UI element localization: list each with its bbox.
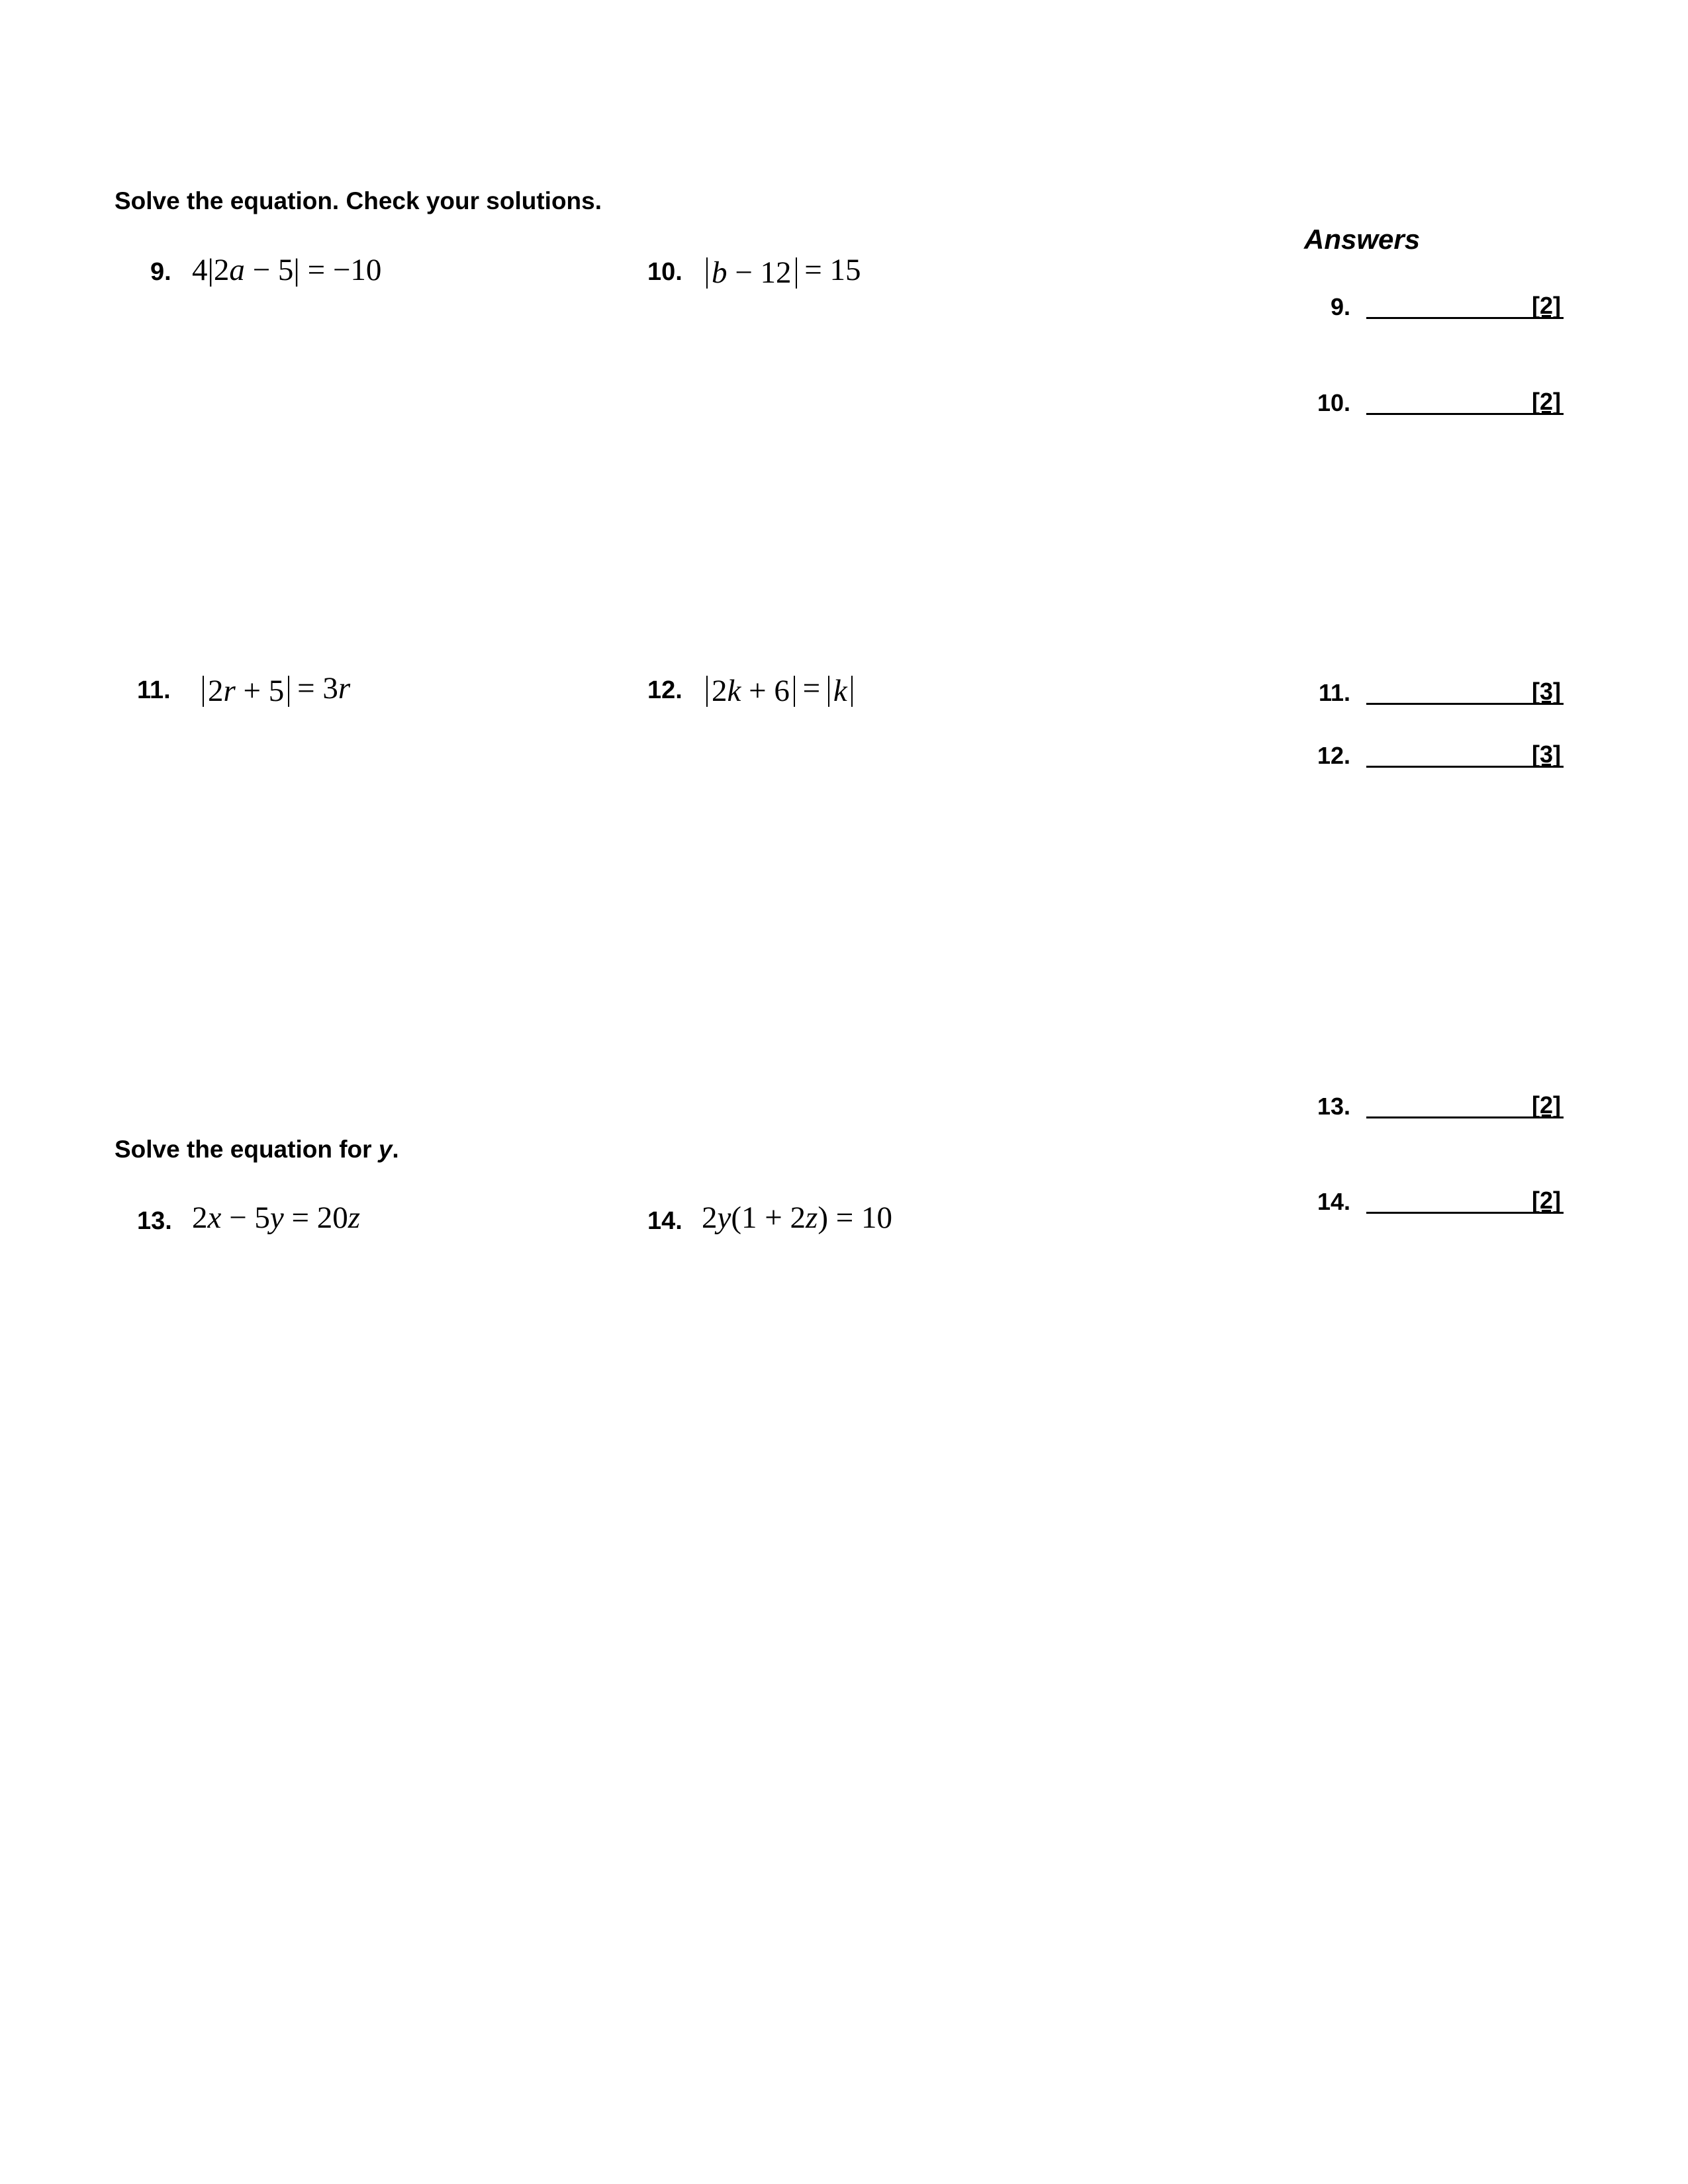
answer-marks: [2] bbox=[1532, 292, 1561, 319]
problem-number: 14. bbox=[647, 1207, 682, 1235]
instruction-variable: y bbox=[378, 1136, 393, 1163]
problem-equation: 2y(1 + 2z) = 10 bbox=[702, 1201, 893, 1235]
problem-equation: 4|2a − 5| = −10 bbox=[192, 253, 382, 287]
answer-marks: [3] bbox=[1532, 741, 1561, 768]
section-instruction-solve-check bbox=[115, 187, 602, 215]
problem-number: 12. bbox=[647, 676, 682, 704]
problem-equation: 2x − 5y = 20z bbox=[192, 1201, 361, 1235]
answer-marks: [3] bbox=[1532, 678, 1561, 705]
problem-equation: b − 12 = 15 bbox=[706, 252, 861, 289]
problem-number: 10. bbox=[647, 258, 682, 286]
answer-number: 14. bbox=[1317, 1188, 1350, 1215]
instruction-text: Solve the equation. Check your solutions. bbox=[115, 187, 602, 214]
answer-number: 12. bbox=[1317, 742, 1350, 769]
problem-equation: 2k + 6 = k bbox=[706, 670, 853, 707]
problem-number: 11. bbox=[137, 676, 171, 704]
section-instruction-solve-for-y bbox=[115, 1136, 399, 1163]
instruction-text: Solve the equation for bbox=[115, 1136, 379, 1163]
answer-number: 9. bbox=[1330, 293, 1350, 320]
problem-number: 9. bbox=[150, 258, 171, 286]
problem-number: 13. bbox=[137, 1207, 172, 1235]
answer-number: 13. bbox=[1317, 1093, 1350, 1120]
answer-marks: [2] bbox=[1532, 388, 1561, 415]
answer-number: 10. bbox=[1317, 389, 1350, 416]
answers-title: Answers bbox=[1304, 224, 1421, 255]
answer-number: 11. bbox=[1318, 679, 1350, 706]
instruction-punct: . bbox=[392, 1136, 399, 1163]
answer-marks: [2] bbox=[1532, 1187, 1561, 1214]
answer-marks: [2] bbox=[1532, 1091, 1561, 1118]
problem-equation: 2r + 5 = 3r bbox=[203, 670, 350, 707]
